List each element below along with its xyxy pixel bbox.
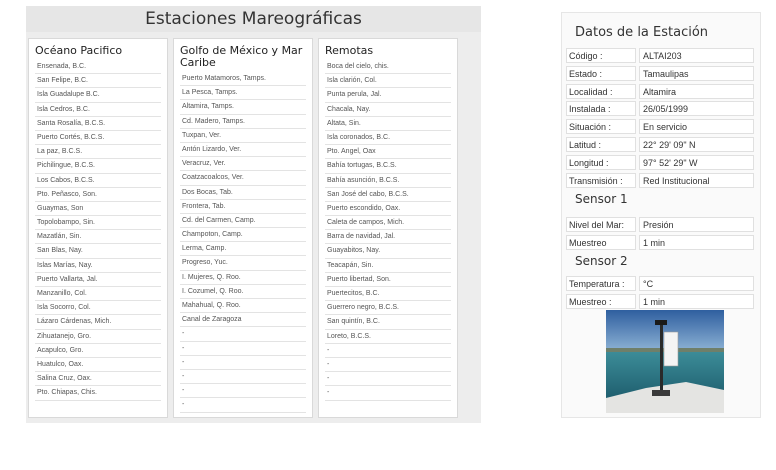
station-item[interactable]: Altamira, Tamps. [180,100,306,114]
station-item[interactable]: - [180,342,306,356]
station-item[interactable]: Veracruz, Ver. [180,157,306,171]
station-item[interactable]: San quintín, B.C. [325,315,451,329]
station-item[interactable]: San Blas, Nay. [35,244,161,258]
field-label: Nivel del Mar: [566,217,636,232]
column-header: Océano Pacifico [35,44,123,57]
station-item[interactable]: Champoton, Camp. [180,228,306,242]
field-label: Estado : [566,66,636,81]
field-row [566,155,754,170]
field-value: 22° 29' 09" N [639,137,754,152]
field-row [566,66,754,81]
station-list [180,72,306,413]
field-row [566,294,754,309]
field-label: Longitud : [566,155,636,170]
field-value: Presión [639,217,754,232]
station-item[interactable]: Ensenada, B.C. [35,60,161,74]
station-item[interactable]: Pto. Angel, Oax [325,145,451,159]
station-item[interactable]: Guaymas, Son [35,202,161,216]
field-value: 1 min [639,294,754,309]
stations-panel [26,6,481,423]
station-item[interactable]: Cd. del Carmen, Camp. [180,214,306,228]
field-value: Red Institucional [639,173,754,188]
station-list [325,60,451,401]
field-value: 1 min [639,235,754,250]
station-item[interactable]: La Pesca, Tamps. [180,86,306,100]
station-item[interactable]: Caleta de campos, Mich. [325,216,451,230]
field-value: ALTAI203 [639,48,754,63]
station-item[interactable]: La paz, B.C.S. [35,145,161,159]
station-item[interactable]: Topolobampo, Sin. [35,216,161,230]
station-item[interactable]: Puerto Vallarta, Jal. [35,273,161,287]
station-item[interactable]: Islas Marías, Nay. [35,259,161,273]
field-label: Muestreo [566,235,636,250]
station-item[interactable]: Punta perula, Jal. [325,88,451,102]
field-label: Latitud : [566,137,636,152]
column-remotas [318,38,458,418]
station-item[interactable]: Puertecitos, B.C. [325,287,451,301]
station-item[interactable]: - [325,358,451,372]
station-item[interactable]: Pichilingue, B.C.S. [35,159,161,173]
station-item[interactable]: - [180,356,306,370]
field-label: Transmisión : [566,173,636,188]
station-item[interactable]: - [325,344,451,358]
station-item[interactable]: Manzanillo, Col. [35,287,161,301]
station-item[interactable]: Teacapán, Sin. [325,259,451,273]
field-row [566,217,754,232]
station-item[interactable]: - [325,372,451,386]
page-title: Estaciones Mareográficas [26,6,481,32]
sensor1-title: Sensor 1 [575,192,628,206]
field-row [566,276,754,291]
column-header: Remotas [325,44,374,57]
station-item[interactable]: San Felipe, B.C. [35,74,161,88]
station-item[interactable]: Zihuatanejo, Gro. [35,330,161,344]
station-item[interactable]: Isla coronados, B.C. [325,131,451,145]
station-item[interactable]: Chacala, Nay. [325,103,451,117]
station-item[interactable]: Isla Guadalupe B.C. [35,88,161,102]
station-item[interactable]: Bahía asunción, B.C.S. [325,174,451,188]
station-item[interactable]: Barra de navidad, Jal. [325,230,451,244]
field-value: 26/05/1999 [639,101,754,116]
station-item[interactable]: - [180,398,306,412]
field-label: Muestreo : [566,294,636,309]
field-label: Instalada : [566,101,636,116]
station-item[interactable]: Isla Cedros, B.C. [35,103,161,117]
station-item[interactable]: Bahía tortugas, B.C.S. [325,159,451,173]
station-item[interactable]: - [180,327,306,341]
station-photo [606,310,724,413]
station-item[interactable]: Mahahual, Q. Roo. [180,299,306,313]
station-item[interactable]: Antón Lizardo, Ver. [180,143,306,157]
station-item[interactable]: Isla clarión, Col. [325,74,451,88]
station-item[interactable]: Dos Bocas, Tab. [180,186,306,200]
field-row [566,173,754,188]
field-value: En servicio [639,119,754,134]
field-value: °C [639,276,754,291]
station-item[interactable]: Salina Cruz, Oax. [35,372,161,386]
field-value: 97° 52' 29" W [639,155,754,170]
field-label: Temperatura : [566,276,636,291]
station-item[interactable]: Loreto, B.C.S. [325,330,451,344]
station-item[interactable]: Puerto Matamoros, Tamps. [180,72,306,86]
field-label: Situación : [566,119,636,134]
station-item[interactable]: Altata, Sin. [325,117,451,131]
station-item[interactable]: Frontera, Tab. [180,200,306,214]
column-golfo [173,38,313,418]
station-item[interactable]: Puerto escondido, Oax. [325,202,451,216]
station-item[interactable]: Santa Rosalía, B.C.S. [35,117,161,131]
field-label: Código : [566,48,636,63]
station-item[interactable]: Isla Socorro, Col. [35,301,161,315]
station-item[interactable]: Puerto Cortés, B.C.S. [35,131,161,145]
station-item[interactable]: Mazatlán, Sin. [35,230,161,244]
station-item[interactable]: Pto. Peñasco, Son. [35,188,161,202]
station-list [35,60,161,401]
column-header: Golfo de México y Mar Caribe [180,44,303,69]
station-item[interactable]: I. Cozumel, Q. Roo. [180,285,306,299]
station-item[interactable]: I. Mujeres, Q. Roo. [180,271,306,285]
field-row [566,235,754,250]
column-pacifico [28,38,168,418]
station-item[interactable]: Acapulco, Gro. [35,344,161,358]
station-item[interactable]: Cd. Madero, Tamps. [180,115,306,129]
field-value: Tamaulipas [639,66,754,81]
station-item[interactable]: Lerma, Camp. [180,242,306,256]
field-row [566,137,754,152]
station-item[interactable]: Los Cabos, B.C.S. [35,174,161,188]
details-title: Datos de la Estación [575,25,709,40]
field-row [566,119,754,134]
sensor2-title: Sensor 2 [575,254,628,268]
station-item[interactable]: Guerrero negro, B.C.S. [325,301,451,315]
field-row [566,84,754,99]
station-item[interactable]: - [325,386,451,400]
station-item[interactable]: Progreso, Yuc. [180,256,306,270]
station-item[interactable]: Lázaro Cárdenas, Mich. [35,315,161,329]
station-item[interactable]: San José del cabo, B.C.S. [325,188,451,202]
station-item[interactable]: Boca del cielo, chis. [325,60,451,74]
station-item[interactable]: Puerto libertad, Son. [325,273,451,287]
station-details-panel [561,12,761,418]
station-item[interactable]: Coatzacoalcos, Ver. [180,171,306,185]
field-value: Altamira [639,84,754,99]
station-item[interactable]: Huatulco, Oax. [35,358,161,372]
station-item[interactable]: - [180,384,306,398]
field-row [566,48,754,63]
station-item[interactable]: - [180,370,306,384]
station-item[interactable]: Guayabitos, Nay. [325,244,451,258]
field-row [566,101,754,116]
station-item[interactable]: Pto. Chiapas, Chis. [35,386,161,400]
station-item[interactable]: Canal de Zaragoza [180,313,306,327]
station-item[interactable]: Tuxpan, Ver. [180,129,306,143]
field-label: Localidad : [566,84,636,99]
